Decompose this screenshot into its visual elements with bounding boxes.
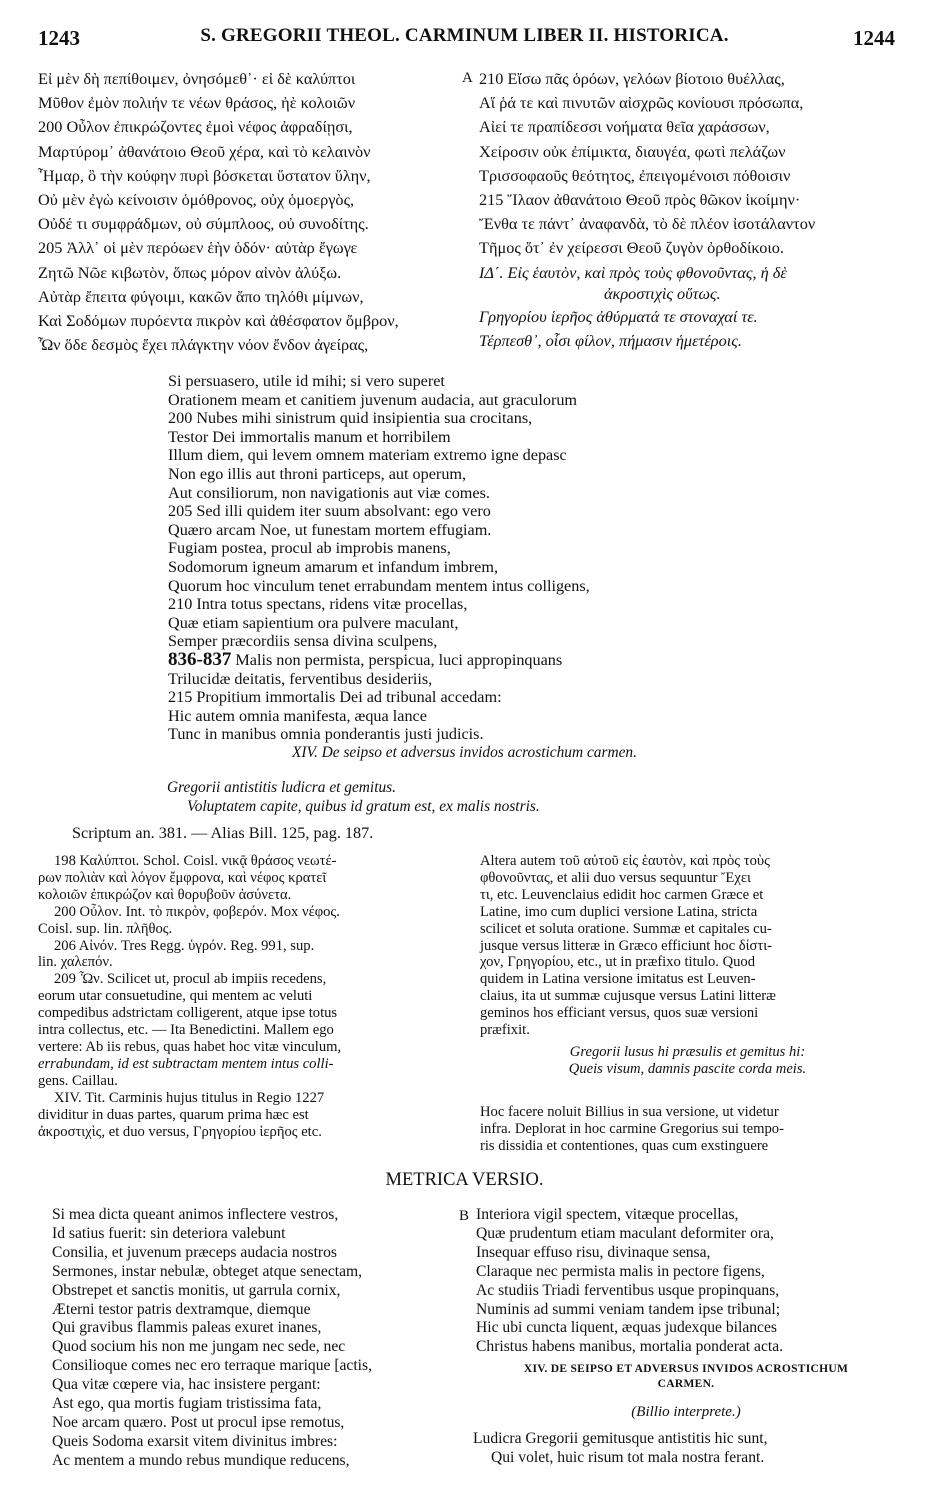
greek-line: Οὐδέ τι συμφράδμων, οὐ σύμπλοος, οὐ συνοδίτης.	[38, 214, 369, 234]
latin-line: Illum diem, qui levem omnem materiam extremo igne depasc	[168, 446, 567, 465]
latin-poem-heading: XIV. De seipso et adversus invidos acrostichum carmen.	[292, 744, 637, 761]
metrica-line: Consilia, et juvenum præceps audacia nostros	[52, 1243, 337, 1261]
latin-acrostic-line: Gregorii antistitis ludicra et gemitus.	[167, 779, 397, 796]
latin-line: Non ego illis aut throni particeps, aut operum,	[168, 464, 467, 483]
latin-page-number: 836-837	[168, 648, 232, 670]
metrica-right-heading	[476, 1362, 896, 1392]
greek-line: 205 Ἀλλ᾽ οἱ μὲν περόωεν ἑὴν ὁδόν· αὐτὰρ ἔγωγε	[38, 238, 358, 258]
metrica-heading: METRICA VERSIO.	[385, 1170, 544, 1190]
greek-acrostic	[479, 305, 899, 353]
note-line: XIV. Tit. Carminis hujus titulus in Regio 1227	[54, 1089, 325, 1106]
greek-line: Οὐ μὲν ἐγὼ κείνοισιν ὁμόθρονος, οὐχ ὁμοεργὸς,	[38, 190, 355, 210]
greek-line: Μαρτύρομ᾽ ἀθανάτοιο Θεοῦ χέρα, καὶ τὸ κελαινὸν	[38, 141, 371, 161]
metrica-line: Noe arcam quæro. Post ut procul ipse remotus,	[52, 1413, 345, 1431]
metrica-line: Ac mentem a mundo rebus mundique reducens,	[52, 1451, 350, 1469]
note-line: Coisl. sup. lin. πλῆθος.	[38, 920, 173, 937]
greek-column-left	[38, 67, 468, 357]
greek-line: Χείροσιν οὐκ ἐπίμικτα, διαυγέα, φωτὶ πελάζων	[479, 141, 786, 161]
page-number-left: 1243	[38, 26, 80, 50]
metrica-line: Claraque nec permista malis in pectore figens,	[476, 1262, 765, 1280]
metrica-line: Obstrepet et sanctis monitis, ut garrula cornix,	[52, 1281, 341, 1299]
latin-line: Aut consiliorum, non navigationis aut viæ comes.	[168, 483, 490, 502]
latin-translation	[168, 372, 728, 744]
greek-acrostic-line: Τέρπεσθ᾽, οἷσι φίλον, πήμασιν ἡμετέροις.	[479, 331, 742, 351]
note-line: quidem in Latina versione imitatus est Leuven-	[480, 971, 756, 988]
note-line: ἀκροστιχὶς, et duo versus, Γρηγορίου ἱερῆος etc.	[38, 1123, 322, 1140]
note-line: compedibus adstrictam colligerent, atque ipse totus	[38, 1005, 338, 1022]
latin-acrostic-line: Voluptatem capite, quibus id gratum est, ex malis nostris.	[187, 797, 540, 815]
notes-column-left	[38, 853, 458, 1140]
latin-line: Trilucidæ deitatis, ferventibus desideriis,	[168, 669, 433, 688]
latin-line: 200 Nubes mihi sinistrum quid insipientia sua crocitans,	[168, 409, 533, 428]
greek-column-right	[479, 67, 899, 261]
metrica-line: Si mea dicta queant animos inflectere vestros,	[52, 1206, 339, 1223]
latin-line: Hic autem omnia manifesta, æqua lance	[168, 706, 427, 725]
metrica-heading-line: XIV. DE SEIPSO ET ADVERSUS INVIDOS ACROSTICHUM	[523, 1363, 849, 1375]
note-line: scilicet et soluta oratione. Summæ et capitales cu-	[480, 920, 772, 937]
greek-line: Αἵ ῥά τε καὶ πινυτῶν αἰσχρῶς κονίουσι πρόσωπα,	[479, 93, 804, 113]
greek-line: 200 Οὖλον ἐπικρώζοντες ἐμοὶ νέφος ἀφραδίῃσι,	[38, 117, 353, 137]
note-line: claius, ita ut summæ cujusque versus Latini litteræ	[480, 988, 776, 1005]
note-line: vertere: Ab iis rebus, quas habet hoc vitæ vinculum,	[38, 1038, 342, 1055]
latin-line: Malis non permista, perspicua, luci appropinquans	[235, 650, 563, 669]
note-line: φθονοῦντας, et alii duo versus sequuntur Ἔχει	[480, 869, 751, 886]
note-line: ris dissidia et contentiones, quas cum exstinguere	[480, 1137, 769, 1154]
latin-line: Fugiam postea, procul ab improbis manens,	[168, 539, 451, 558]
note-line: infra. Deplorat in hoc carmine Gregorius sui tempo-	[480, 1120, 784, 1137]
latin-line: Tunc in manibus omnia ponderantis justi judicis.	[168, 725, 484, 744]
note-line: κολοιῶν ἐπικρώζον καὶ θορυβοῦν ἀσύνετα.	[38, 886, 292, 903]
metrica-line: Ast ego, qua mortis fugiam tristissima fata,	[52, 1395, 322, 1413]
notes-right-tail	[480, 1104, 895, 1155]
metrica-line: Hic ubi cuncta liquent, æquas judexque bilances	[476, 1319, 777, 1337]
latin-line: 215 Propitium immortalis Dei ad tribunal accedam:	[168, 688, 502, 707]
greek-heading-line: ΙΔ΄. Εἰς ἑαυτὸν, καὶ πρὸς τοὺς φθονοῦντας, ἡ δὲ	[479, 263, 787, 282]
latin-line: Quæro arcam Noe, ut funestam mortem effugiam.	[168, 520, 492, 539]
margin-letter-a: A	[462, 70, 473, 86]
latin-line: Si persuasero, utile id mihi; si vero superet	[168, 372, 445, 390]
metrica-line: Insequar effuso risu, divinaque sensa,	[476, 1243, 711, 1261]
metrica-line: Qui gravibus flammis paleas exuret inanes,	[52, 1319, 322, 1337]
note-line: 206 Αἰνόν. Tres Regg. ὑγρόν. Reg. 991, sup.	[54, 937, 315, 954]
greek-line: Ζητῶ Νῶε κιβωτὸν, ὅπως μόρον αἰνὸν ἀλύξω.	[38, 262, 342, 282]
notes-column-right	[480, 853, 895, 1039]
greek-line: Μῦθον ἐμὸν πολιήν τε νέων θράσος, ἠὲ κολοιῶν	[38, 93, 356, 113]
note-line: jusque versus litteræ in Græco efficiunt hoc δίστι-	[480, 937, 773, 954]
greek-line: Ὧν ὅδε δεσμὸς ἔχει πλάγκτην νόον ἔνδον ἀγείρας,	[38, 335, 369, 355]
note-line: intra collectus, etc. — Ita Benedictini. Mallem ego	[38, 1022, 334, 1039]
greek-line: Εἰ μὲν δὴ πεπίθοιμεν, ὀνησόμεθ᾽· εἰ δὲ καλύπτοι	[38, 69, 356, 88]
note-line: χον, Γρηγορίου, etc., ut in præfixo titulo. Quod	[480, 954, 756, 971]
latin-line: 205 Sed illi quidem iter suum absolvant: ego vero	[168, 502, 491, 521]
latin-line: Semper præcordiis sensa divina sculpens,	[168, 632, 438, 651]
greek-acrostic-line: Γρηγορίου ἱερῆος ἀθύρματά τε στοναχαί τε.	[479, 307, 758, 326]
note-line: Hoc facere noluit Billius in sua versione, ut videtur	[480, 1104, 779, 1120]
latin-line: 210 Intra totus spectans, ridens vitæ procellas,	[168, 595, 468, 614]
greek-line: Ἦμαρ, ὃ τὴν κούφην πυρὶ βόσκεται ὕστατον ὕλην,	[38, 165, 371, 185]
metrica-right-final	[473, 1430, 898, 1468]
margin-letter-b: B	[459, 1208, 470, 1224]
metrica-line: Id satius fuerit: sin deteriora valebunt	[52, 1224, 286, 1242]
latin-line: Sodomorum igneum amarum et infandum imbrem,	[168, 557, 498, 576]
note-line: 200 Οὖλον. Int. τὸ πικρὸν, φοβερόν. Mox νέφος.	[54, 903, 340, 920]
metrica-line: Quod socium his non me jungam nec sede, nec	[52, 1338, 346, 1356]
latin-line-with-pagenum	[168, 648, 728, 670]
metrica-column-left	[52, 1206, 457, 1471]
latin-line: Quorum hoc vinculum tenet errabundam mentem intus colligens,	[168, 576, 590, 595]
notes-right-verse	[480, 1044, 895, 1078]
note-line: dividitur in duas partes, quarum prima hæc est	[38, 1106, 309, 1123]
greek-line: Τῆμος ὅτ᾽ ἐν χείρεσσι Θεοῦ ζυγὸν ὀρθοδίκοιο.	[479, 238, 784, 258]
note-line: gens. Caillau.	[38, 1072, 118, 1089]
greek-heading-line: ἀκροστιχὶς οὕτως.	[604, 284, 721, 303]
metrica-line: Numinis ad summi veniam tandem ipse tribunal;	[476, 1300, 781, 1318]
latin-line: Quæ etiam sapientium ora pulvere maculant,	[168, 613, 459, 632]
metrica-heading-line: CARMEN.	[657, 1378, 715, 1390]
note-line: præfixit.	[480, 1022, 530, 1039]
greek-line: 210 Εἴσω πᾶς ὁρόων, γελόων βίοτοιο θυέλλας,	[479, 69, 785, 88]
metrica-line: Sermones, instar nebulæ, obteget atque senectam,	[52, 1262, 363, 1280]
greek-line: Αἰεί τε πραπίδεσσι νοήματα θεῖα χαράσσων,	[479, 117, 770, 137]
greek-line: 215 Ἵλαον ἀθανάτοιο Θεοῦ πρὸς θῶκον ἱκοίμην·	[479, 190, 801, 210]
greek-line: Ἔνθα τε πάντ᾽ ἀναφανδὰ, τὸ δὲ πλέον ἰσοτάλαντον	[479, 214, 816, 234]
note-line: geminos hos efficiant versus, quos suæ versioni	[480, 1005, 759, 1022]
metrica-line: Consilioque comes nec ero terraque marique [actis,	[52, 1357, 372, 1375]
note-verse-line: Gregorii lusus hi præsulis et gemitus hi:	[569, 1044, 806, 1060]
note-line: Latine, imo cum duplici versione Latina, stricta	[480, 903, 758, 920]
note-line: eorum utar consuetudine, qui mentem ac veluti	[38, 988, 313, 1005]
greek-line: Τρισσοφαοῦς θεότητος, ἐπειγομένοισι πόθοισιν	[479, 165, 791, 185]
greek-line: Καὶ Σοδόμων πυρόεντα πικρὸν καὶ ἀθέσφατον ὄμβρον,	[38, 311, 399, 331]
metrica-line: Interiora vigil spectem, vitæque procellas,	[476, 1206, 739, 1223]
note-line: 198 Καλύπτοι. Schol. Coisl. νικᾷ θράσος νεωτέ-	[54, 853, 337, 869]
running-title: S. GREGORII THEOL. CARMINUM LIBER II. HISTORICA.	[200, 25, 729, 46]
latin-line: Testor Dei immortalis manum et horribilem	[168, 427, 451, 446]
greek-line: Αὐτὰρ ἔπειτα φύγοιμι, κακῶν ἄπο τηλόθι μίμνων,	[38, 286, 364, 306]
note-line: τι, etc. Leuvenclaius edidit hoc carmen Græce et	[480, 886, 764, 903]
note-line: lin. χαλεπόν.	[38, 954, 113, 971]
metrica-line: Queis Sodoma exarsit vitem divinitus imbres:	[52, 1432, 338, 1450]
page-number-right: 1244	[853, 26, 895, 50]
metrica-line: Christus habens manibus, mortalia ponderat acta.	[476, 1338, 784, 1356]
scriptum-note: Scriptum an. 381. — Alias Bill. 125, pag. 187.	[72, 824, 374, 842]
note-line: errabundam, id est subtractam mentem intus colli-	[38, 1055, 334, 1072]
latin-line: Orationem meam et canitiem juvenum audacia, aut graculorum	[168, 390, 578, 409]
note-verse-line: Queis visum, damnis pascite corda meis.	[568, 1060, 807, 1077]
billio-note: (Billio interprete.)	[631, 1404, 741, 1420]
metrica-column-right	[476, 1206, 896, 1357]
note-line: ρων πολιὰν καὶ λόγον ἔμφρονα, καὶ νέφος κρατεῖ	[38, 869, 327, 886]
note-line: 209 Ὧν. Scilicet ut, procul ab impiis recedens,	[54, 971, 327, 988]
metrica-line: Qua vitæ cœpere via, hac insistere pergant:	[52, 1376, 321, 1394]
metrica-line: Quæ prudentum etiam maculant deformiter ora,	[476, 1224, 774, 1242]
metrica-line: Ac studiis Triadi ferventibus usque propinquans,	[476, 1281, 780, 1299]
note-line: Altera autem τοῦ αὐτοῦ εἰς ἑαυτὸν, καὶ πρὸς τοὺς	[480, 853, 770, 869]
metrica-line: Æterni testor patris dextramque, diemque	[52, 1300, 311, 1318]
latin-acrostic	[167, 779, 727, 816]
greek-poem-heading	[479, 262, 899, 304]
metrica-line: Qui volet, huic risum tot mala nostra ferant.	[491, 1448, 765, 1466]
metrica-line: Ludicra Gregorii gemitusque antistitis hic sunt,	[473, 1430, 768, 1447]
